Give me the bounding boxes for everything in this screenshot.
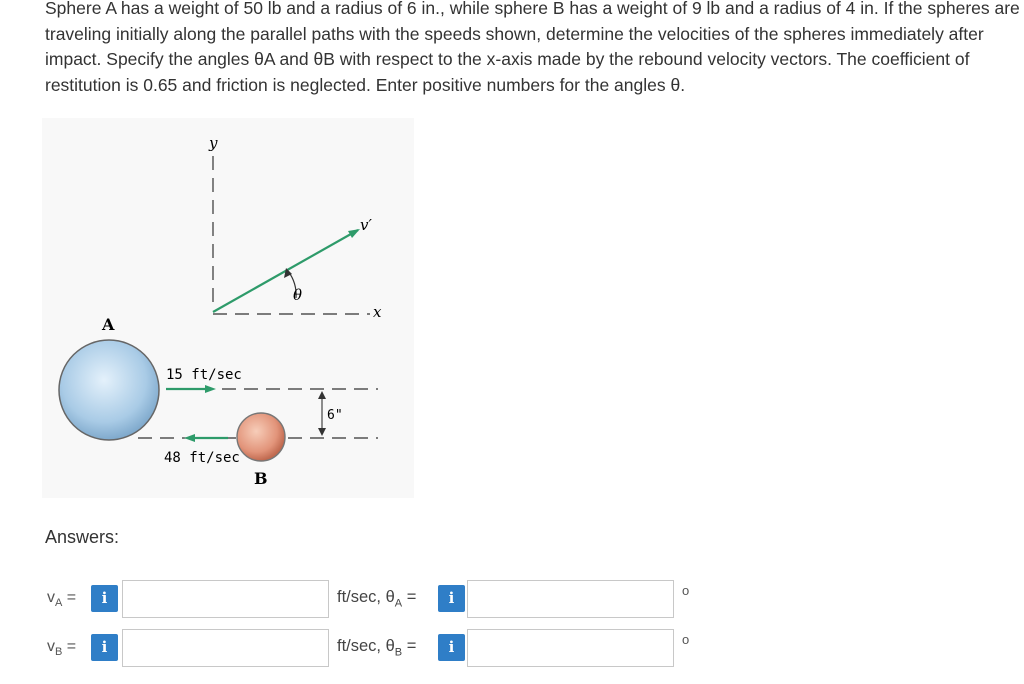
degree-symbol-b: o <box>682 632 690 647</box>
label-offset: 6" <box>327 408 343 423</box>
info-button-va[interactable]: i <box>91 585 118 612</box>
label-speed-b: 48 ft/sec <box>164 450 240 466</box>
unit-theta-a-label: ft/sec, $\theta_A$ = <box>337 588 417 610</box>
degree-symbol-a: o <box>682 583 690 598</box>
problem-line-1: Sphere A has a weight of 50 lb and a radius of 6 in., while sphere B has a weight of 9 lb and a radius of 4 in. If the spheres are <box>45 0 1020 18</box>
label-va: $v_A$ = <box>47 589 77 610</box>
sphere-a <box>59 340 159 440</box>
label-y: y <box>209 134 218 152</box>
answers-heading: Answers: <box>45 527 120 547</box>
label-v-prime: v′ <box>360 216 372 234</box>
label-vb: $v_B$ = <box>47 638 77 659</box>
problem-statement <box>45 0 1024 98</box>
label-sphere-b: B <box>254 469 268 488</box>
answer-row-a <box>0 579 1024 619</box>
label-x: x <box>373 303 382 321</box>
label-sphere-a: A <box>102 315 115 334</box>
va-input[interactable] <box>122 580 329 618</box>
problem-line-3: impact. Specify the angles θA and θB with respect to the x-axis made by the rebound velocity vectors. The coefficient of <box>45 49 970 69</box>
vb-input[interactable] <box>122 629 329 667</box>
info-button-theta-a[interactable]: i <box>438 585 465 612</box>
label-speed-a: 15 ft/sec <box>166 367 242 383</box>
sphere-b <box>237 413 285 461</box>
label-theta: θ <box>293 286 303 304</box>
unit-theta-b-label: ft/sec, $\theta_B$ = <box>337 637 417 659</box>
figure-background <box>42 118 414 498</box>
theta-a-input[interactable] <box>467 580 674 618</box>
problem-line-2: traveling initially along the parallel paths with the speeds shown, determine the velocities of the spheres immediately after <box>45 23 984 44</box>
info-button-theta-b[interactable]: i <box>438 634 465 661</box>
info-button-vb[interactable]: i <box>91 634 118 661</box>
theta-b-input[interactable] <box>467 629 674 667</box>
problem-line-4: restitution is 0.65 and friction is neglected. Enter positive numbers for the angles θ. <box>45 74 686 95</box>
problem-figure <box>42 118 414 498</box>
answer-row-b <box>0 628 1024 668</box>
